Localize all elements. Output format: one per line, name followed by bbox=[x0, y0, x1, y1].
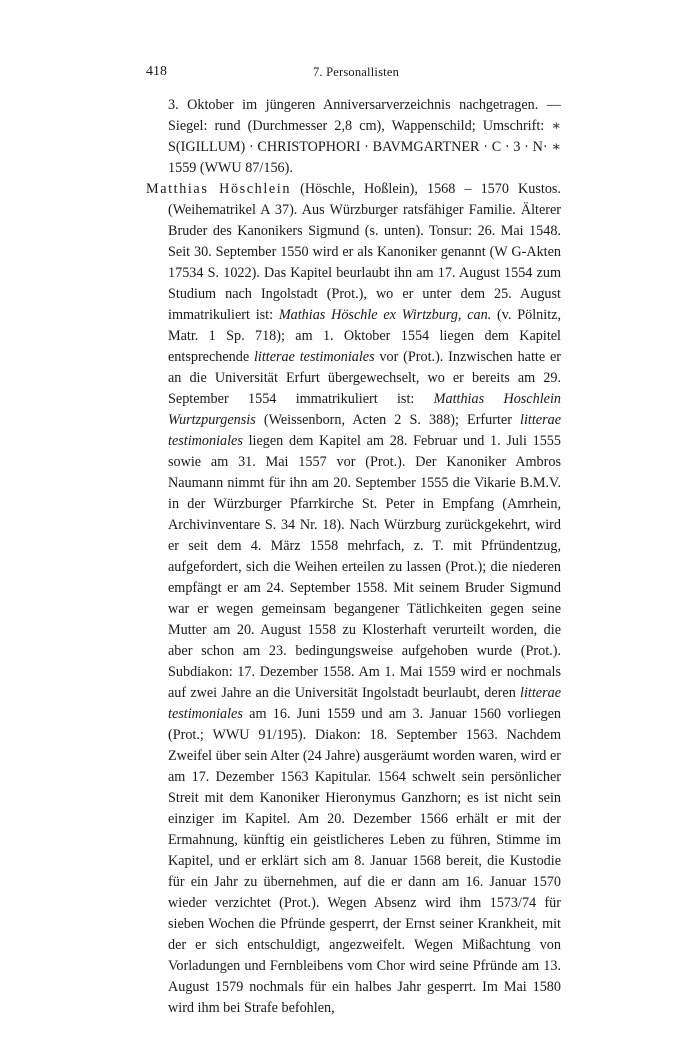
previous-entry-continuation bbox=[146, 95, 561, 179]
entry-matthias-hoeschlein bbox=[146, 179, 561, 1019]
entry-italic-4: litterae testimoniales bbox=[168, 412, 561, 449]
running-head bbox=[146, 64, 566, 84]
entry-text-6: am 16. Juni 1559 und am 3. Januar 1560 vorliegen (Prot.; WWU 91/195). Diakon: 18. September 1563. Nachdem Zweifel über sein Alter (24 Jahre) ausgeräumt worden waren, wird er am 17. Dezember 1563 Kapitular. 1564 schwelt sein persönlicher Streit mit dem Kanoniker Hieronymus Ganzhorn; es ist nicht sein einziger im Kapitel. Am 20. Dezember 1566 erhält er mit der Ermahnung, künftig ein geistlicheres Leben zu führen, Stimme im Kapitel, und er erklärt sich am 8. Januar 1568 bereit, die Kustodie für ein Jahr zu übernehmen, auf die er dann am 16. Januar 1570 wieder verzichtet (Prot.). Wegen Absenz wird ihm 1573/74 für sieben Wochen die Pfründe gesperrt, der Ernst seiner Krankheit, mit der er sich entschuldigt, angezweifelt. Wegen Mißachtung von Vorladungen und Fernbleibens vom Chor wird seine Pfründe am 13. August 1579 nochmals für ein halbes Jahr gesperrt. Im Mai 1580 wird ihm bei Strafe befohlen, bbox=[168, 706, 561, 1016]
entry-italic-2: litterae testimoniales bbox=[253, 349, 375, 365]
entry-italic-5: litterae testimoniales bbox=[168, 685, 561, 722]
body-text bbox=[146, 95, 561, 1019]
entry-italic-1: Mathias Höschle ex Wirtzburg, can. bbox=[278, 307, 492, 323]
section-title: 7. Personallisten bbox=[312, 65, 400, 79]
entry-text-3: vor (Prot.). Inzwischen hatte er an die Universität Erfurt übergewechselt, wo er bereits am 29. September 1554 immatrikuliert ist: bbox=[168, 349, 561, 407]
previous-entry-text: 3. Oktober im jüngeren Anniversarverzeichnis nachgetragen. — Siegel: rund (Durchmesser 2,8 cm), Wappenschild; Umschrift: ∗ S(IGILLUM) · CHRISTOPHORI · BAVMGARTNER · C · 3 · N· ∗ 1559 (WWU 87/156). bbox=[168, 97, 561, 176]
entry-text-2: (v. Pölnitz, Matr. 1 Sp. 718); am 1. Oktober 1554 liegen dem Kapitel entsprechende bbox=[168, 307, 561, 365]
entry-text-4: (Weissenborn, Acten 2 S. 388); Erfurter bbox=[255, 412, 521, 428]
entry-name: Matthias Höschlein bbox=[146, 181, 292, 197]
page-number: 418 bbox=[146, 64, 167, 79]
entry-italic-3: Matthias Hoschlein Wurtzpurgensis bbox=[168, 391, 561, 428]
entry-text-5: liegen dem Kapitel am 28. Februar und 1. Juli 1555 sowie am 31. Mai 1557 vor (Prot.). Der Kanoniker Ambros Naumann nimmt für ihn am 20. September 1555 die Vikarie B.M.V. in der Würzburger Pfarrkirche St. Peter in Empfang (Amrhein, Archivinventare S. 34 Nr. 18). Nach Würzburg zurückgekehrt, wird er seit dem 4. März 1558 mehrfach, z. T. mit Pfründentzug, aufgefordert, sich die Weihen erteilen zu lassen (Prot.); die niederen empfängt er am 24. September 1558. Mit seinem Bruder Sigmund war er wegen gemeinsam begangener Tätlichkeiten gegen seine Mutter am 20. August 1558 zu Klosterhaft verurteilt worden, die aber schon am 23. bedingungsweise aufgehoben wurde (Prot.). Subdiakon: 17. Dezember 1558. Am 1. Mai 1559 wird er nochmals auf zwei Jahre an die Universität Ingolstadt beurlaubt, deren bbox=[168, 433, 561, 701]
entry-text-1: (Höschle, Hoßlein), 1568 – 1570 Kustos. (Weihematrikel A 37). Aus Würzburger ratsfähiger Familie. Älterer Bruder des Kanonikers Sigmund (s. unten). Tonsur: 26. Mai 1548. Seit 30. September 1550 wird er als Kanoniker genannt (W G-Akten 17534 S. 1022). Das Kapitel beurlaubt ihn am 17. August 1554 zum Studium nach Ingolstadt (Prot.), wo er unter dem 25. August immatrikuliert ist: bbox=[168, 181, 561, 323]
